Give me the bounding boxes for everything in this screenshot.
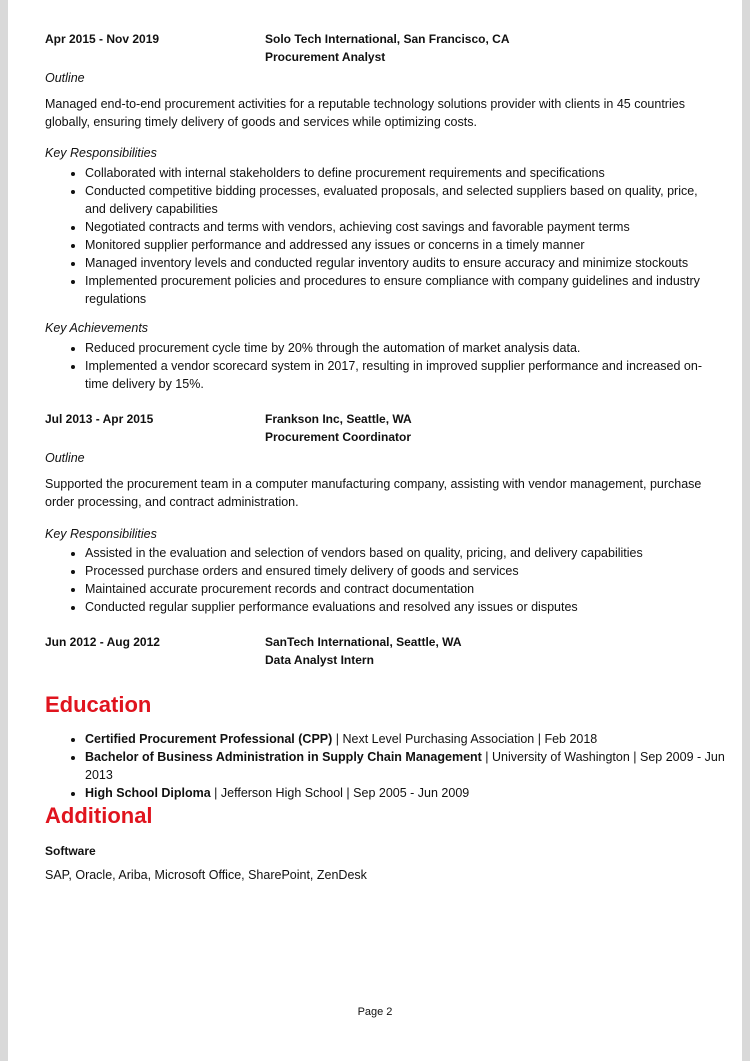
job-date: Jun 2012 - Aug 2012 [45,635,160,649]
job-title: Data Analyst Intern [265,653,374,667]
achievements-list [45,339,705,393]
responsibilities-list [45,164,705,308]
education-degree: Bachelor of Business Administration in Supply Chain Management [85,750,482,764]
job-outline: Managed end-to-end procurement activities for a reputable technology solutions provider with clients in 45 countries globally, ensuring timely delivery of goods and services while optimizing costs. [45,97,685,129]
education-item [85,784,725,802]
job-company: Solo Tech International, San Francisco, CA [265,32,510,46]
education-detail: | Jefferson High School | Sep 2005 - Jun 2009 [210,786,470,800]
resume-page [8,0,742,1061]
job-date: Jul 2013 - Apr 2015 [45,412,154,426]
job-header [45,412,705,454]
education-degree: Certified Procurement Professional (CPP) [85,732,333,746]
software-list: SAP, Oracle, Ariba, Microsoft Office, SharePoint, ZenDesk [45,868,367,882]
education-item [85,730,725,748]
list-item: • Monitored supplier performance and addressed any issues or concerns in a timely manner [85,236,705,254]
outline-label: Outline [45,71,85,85]
list-item: • Collaborated with internal stakeholders to define procurement requirements and specifications [85,164,705,182]
job-entry [45,32,705,74]
software-label: Software [45,844,96,858]
additional-heading: Additional [45,803,153,828]
list-item: • Implemented procurement policies and procedures to ensure compliance with company guidelines and industry regulations [85,272,705,308]
education-heading: Education [45,692,152,717]
achievements-label: Key Achievements [45,321,149,335]
job-header [45,32,705,74]
outline-label: Outline [45,451,85,465]
responsibilities-label: Key Responsibilities [45,527,157,541]
responsibilities-label: Key Responsibilities [45,146,157,160]
job-date: Apr 2015 - Nov 2019 [45,32,160,46]
job-company: SanTech International, Seattle, WA [265,635,462,649]
list-item: • Conducted regular supplier performance evaluations and resolved any issues or disputes [85,598,705,616]
job-entry [45,635,705,677]
list-item: • Maintained accurate procurement records and contract documentation [85,580,705,598]
education-detail: | University of Washington | Sep 2009 - Jun 2013 [85,750,725,782]
list-item: • Managed inventory levels and conducted regular inventory audits to ensure accuracy and minimize stockouts [85,254,705,272]
list-item: • Implemented a vendor scorecard system in 2017, resulting in improved supplier performance and increased on-time delivery by 15%. [85,357,705,393]
list-item: • Negotiated contracts and terms with vendors, achieving cost savings and favorable payment terms [85,218,705,236]
responsibilities-list [45,544,705,616]
education-degree: High School Diploma [85,786,211,800]
job-entry [45,412,705,454]
job-outline: Supported the procurement team in a computer manufacturing company, assisting with vendor management, purchase order processing, and contract administration. [45,477,702,509]
job-company: Frankson Inc, Seattle, WA [265,412,412,426]
list-item: • Reduced procurement cycle time by 20% through the automation of market analysis data. [85,339,705,357]
education-item [85,748,725,784]
page-number: Page 2 [357,1006,393,1018]
education-list [45,730,725,802]
job-header [45,635,705,677]
job-title: Procurement Analyst [265,50,386,64]
list-item: • Conducted competitive bidding processes, evaluated proposals, and selected suppliers based on quality, price, and delivery capabilities [85,182,705,218]
list-item: • Assisted in the evaluation and selection of vendors based on quality, pricing, and delivery capabilities [85,544,705,562]
education-detail: | Next Level Purchasing Association | Feb 2018 [332,732,598,746]
list-item: • Processed purchase orders and ensured timely delivery of goods and services [85,562,705,580]
job-title: Procurement Coordinator [265,430,412,444]
